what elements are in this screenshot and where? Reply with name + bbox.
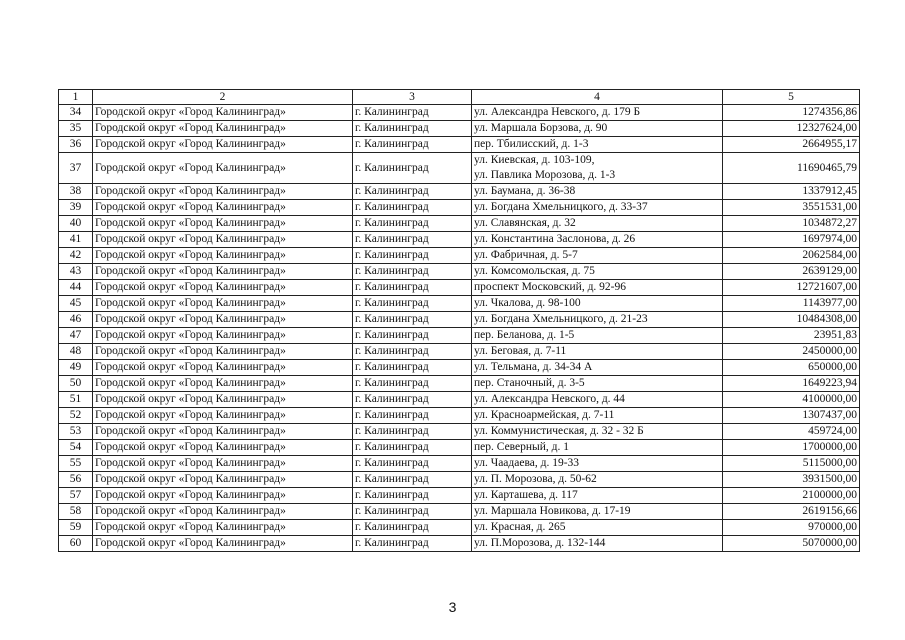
address-cell [472, 408, 723, 424]
address-cell [472, 376, 723, 392]
address-cell [472, 424, 723, 440]
settlement-cell: г. Калининград [353, 440, 472, 456]
settlement-cell: г. Калининград [353, 232, 472, 248]
row-number-cell: 46 [59, 312, 93, 328]
address-line: ул. Константина Заслонова, д. 26 [474, 233, 636, 245]
municipality-cell: Городской округ «Город Калининград» [93, 328, 353, 344]
address-cell [472, 248, 723, 264]
amount-cell: 1274356,86 [723, 105, 860, 121]
amount-cell: 1700000,00 [723, 440, 860, 456]
settlement-cell: г. Калининград [353, 280, 472, 296]
municipality-cell: Городской округ «Город Калининград» [93, 248, 353, 264]
settlement-cell: г. Калининград [353, 360, 472, 376]
column-number-4: 4 [472, 90, 723, 105]
column-number-1: 1 [59, 90, 93, 105]
address-line: ул. Коммунистическая, д. 32 - 32 Б [474, 425, 644, 437]
row-number-cell: 52 [59, 408, 93, 424]
address-cell [472, 232, 723, 248]
address-line: ул. П. Морозова, д. 50-62 [474, 473, 597, 485]
address-cell [472, 488, 723, 504]
settlement-cell: г. Калининград [353, 328, 472, 344]
address-line: ул. Маршала Борзова, д. 90 [474, 122, 608, 134]
table-row [59, 184, 860, 200]
address-cell [472, 472, 723, 488]
address-line: пер. Тбилисский, д. 1-3 [474, 138, 589, 150]
row-number-cell: 41 [59, 232, 93, 248]
address-line: ул. Богдана Хмельницкого, д. 21-23 [474, 313, 648, 325]
settlement-cell: г. Калининград [353, 153, 472, 184]
address-cell [472, 137, 723, 153]
municipality-cell: Городской округ «Город Калининград» [93, 408, 353, 424]
settlement-cell: г. Калининград [353, 472, 472, 488]
amount-cell: 650000,00 [723, 360, 860, 376]
table-row [59, 536, 860, 552]
address-cell [472, 153, 723, 184]
address-line: пер. Северный, д. 1 [474, 441, 570, 453]
table-row [59, 248, 860, 264]
table-row [59, 232, 860, 248]
amount-cell: 3931500,00 [723, 472, 860, 488]
settlement-cell: г. Калининград [353, 504, 472, 520]
row-number-cell: 44 [59, 280, 93, 296]
municipality-cell: Городской округ «Город Калининград» [93, 360, 353, 376]
municipality-cell: Городской округ «Город Калининград» [93, 184, 353, 200]
row-number-cell: 56 [59, 472, 93, 488]
address-line: пер. Беланова, д. 1-5 [474, 329, 575, 341]
address-line: ул. Фабричная, д. 5-7 [474, 249, 578, 261]
row-number-cell: 50 [59, 376, 93, 392]
table-row [59, 296, 860, 312]
table-row [59, 264, 860, 280]
row-number-cell: 49 [59, 360, 93, 376]
table-row [59, 488, 860, 504]
table-row [59, 328, 860, 344]
row-number-cell: 43 [59, 264, 93, 280]
address-line: ул. Славянская, д. 32 [474, 217, 576, 229]
page-number: 3 [448, 599, 457, 615]
municipality-cell: Городской округ «Город Калининград» [93, 424, 353, 440]
amount-cell: 5070000,00 [723, 536, 860, 552]
municipality-cell: Городской округ «Город Калининград» [93, 312, 353, 328]
settlement-cell: г. Калининград [353, 105, 472, 121]
table-row [59, 520, 860, 536]
settlement-cell: г. Калининград [353, 376, 472, 392]
table-row [59, 504, 860, 520]
address-cell [472, 105, 723, 121]
row-number-cell: 34 [59, 105, 93, 121]
table-row [59, 392, 860, 408]
municipality-cell: Городской округ «Город Калининград» [93, 456, 353, 472]
amount-cell: 2664955,17 [723, 137, 860, 153]
address-cell [472, 296, 723, 312]
municipality-cell: Городской округ «Город Калининград» [93, 520, 353, 536]
table-row [59, 105, 860, 121]
address-line: ул. Красноармейская, д. 7-11 [474, 409, 615, 421]
municipality-cell: Городской округ «Город Калининград» [93, 264, 353, 280]
table-row [59, 153, 860, 184]
settlement-cell: г. Калининград [353, 456, 472, 472]
table-row [59, 440, 860, 456]
address-cell [472, 328, 723, 344]
address-line: ул. Беговая, д. 7-11 [474, 345, 567, 357]
document-table [58, 89, 860, 552]
table-row [59, 360, 860, 376]
amount-cell: 1307437,00 [723, 408, 860, 424]
municipality-cell: Городской округ «Город Калининград» [93, 296, 353, 312]
amount-cell: 1143977,00 [723, 296, 860, 312]
municipality-cell: Городской округ «Город Калининград» [93, 200, 353, 216]
address-line: ул. Карташева, д. 117 [474, 489, 578, 501]
address-cell [472, 456, 723, 472]
row-number-cell: 42 [59, 248, 93, 264]
settlement-cell: г. Калининград [353, 216, 472, 232]
amount-cell: 10484308,00 [723, 312, 860, 328]
address-line: ул. Красная, д. 265 [474, 521, 566, 533]
municipality-cell: Городской округ «Город Калининград» [93, 376, 353, 392]
row-number-cell: 38 [59, 184, 93, 200]
address-line: пер. Станочный, д. 3-5 [474, 377, 585, 389]
amount-cell: 1697974,00 [723, 232, 860, 248]
table-row [59, 312, 860, 328]
settlement-cell: г. Калининград [353, 536, 472, 552]
row-number-cell: 55 [59, 456, 93, 472]
municipality-cell: Городской округ «Город Калининград» [93, 392, 353, 408]
address-line: ул. Киевская, д. 103-109, [474, 154, 595, 166]
amount-cell: 1337912,45 [723, 184, 860, 200]
row-number-cell: 60 [59, 536, 93, 552]
amount-cell: 4100000,00 [723, 392, 860, 408]
column-number-3: 3 [353, 90, 472, 105]
municipality-cell: Городской округ «Город Калининград» [93, 121, 353, 137]
address-line: ул. Александра Невского, д. 179 Б [474, 106, 641, 118]
row-number-cell: 57 [59, 488, 93, 504]
address-cell [472, 536, 723, 552]
table-row [59, 344, 860, 360]
amount-cell: 2639129,00 [723, 264, 860, 280]
row-number-cell: 51 [59, 392, 93, 408]
settlement-cell: г. Калининград [353, 520, 472, 536]
address-cell [472, 504, 723, 520]
table-row [59, 121, 860, 137]
settlement-cell: г. Калининград [353, 392, 472, 408]
address-cell [472, 184, 723, 200]
address-cell [472, 312, 723, 328]
municipality-cell: Городской округ «Город Калининград» [93, 216, 353, 232]
address-line: ул. П.Морозова, д. 132-144 [474, 537, 606, 549]
settlement-cell: г. Калининград [353, 137, 472, 153]
address-cell [472, 392, 723, 408]
amount-cell: 1649223,94 [723, 376, 860, 392]
settlement-cell: г. Калининград [353, 312, 472, 328]
row-number-cell: 59 [59, 520, 93, 536]
settlement-cell: г. Калининград [353, 200, 472, 216]
row-number-cell: 53 [59, 424, 93, 440]
address-cell [472, 280, 723, 296]
amount-cell: 2100000,00 [723, 488, 860, 504]
table-body [59, 105, 860, 552]
amount-cell: 2450000,00 [723, 344, 860, 360]
amount-cell: 3551531,00 [723, 200, 860, 216]
settlement-cell: г. Калининград [353, 408, 472, 424]
address-line: ул. Богдана Хмельницкого, д. 33-37 [474, 201, 648, 213]
amount-cell: 12721607,00 [723, 280, 860, 296]
table-row [59, 280, 860, 296]
column-number-5: 5 [723, 90, 860, 105]
address-cell [472, 344, 723, 360]
row-number-cell: 39 [59, 200, 93, 216]
amount-cell: 2619156,66 [723, 504, 860, 520]
settlement-cell: г. Калининград [353, 296, 472, 312]
settlement-cell: г. Калининград [353, 121, 472, 137]
address-cell [472, 264, 723, 280]
amount-cell: 12327624,00 [723, 121, 860, 137]
municipality-cell: Городской округ «Город Калининград» [93, 488, 353, 504]
table-row [59, 376, 860, 392]
address-cell [472, 520, 723, 536]
address-line: ул. Чаадаева, д. 19-33 [474, 457, 580, 469]
amount-cell: 459724,00 [723, 424, 860, 440]
amount-cell: 5115000,00 [723, 456, 860, 472]
row-number-cell: 47 [59, 328, 93, 344]
table-row [59, 137, 860, 153]
amount-cell: 1034872,27 [723, 216, 860, 232]
row-number-cell: 36 [59, 137, 93, 153]
municipality-cell: Городской округ «Город Калининград» [93, 153, 353, 184]
table-row [59, 472, 860, 488]
table-row [59, 216, 860, 232]
address-line: ул. Александра Невского, д. 44 [474, 393, 625, 405]
amount-cell: 970000,00 [723, 520, 860, 536]
settlement-cell: г. Калининград [353, 264, 472, 280]
municipality-cell: Городской округ «Город Калининград» [93, 280, 353, 296]
municipality-cell: Городской округ «Город Калининград» [93, 536, 353, 552]
municipality-cell: Городской округ «Город Калининград» [93, 440, 353, 456]
column-number-2: 2 [93, 90, 353, 105]
municipality-cell: Городской округ «Город Калининград» [93, 232, 353, 248]
address-cell [472, 216, 723, 232]
row-number-cell: 45 [59, 296, 93, 312]
municipality-cell: Городской округ «Город Калининград» [93, 137, 353, 153]
settlement-cell: г. Калининград [353, 488, 472, 504]
address-cell [472, 360, 723, 376]
table-row [59, 200, 860, 216]
row-number-cell: 48 [59, 344, 93, 360]
address-line: ул. Чкалова, д. 98-100 [474, 297, 581, 309]
amount-cell: 11690465,79 [723, 153, 860, 184]
address-cell [472, 121, 723, 137]
address-line: ул. Тельмана, д. 34-34 А [474, 361, 593, 373]
address-cell [472, 440, 723, 456]
settlement-cell: г. Калининград [353, 184, 472, 200]
address-line: ул. Баумана, д. 36-38 [474, 185, 576, 197]
row-number-cell: 40 [59, 216, 93, 232]
row-number-cell: 58 [59, 504, 93, 520]
settlement-cell: г. Калининград [353, 248, 472, 264]
settlement-cell: г. Калининград [353, 344, 472, 360]
column-number-row [59, 90, 860, 105]
amount-cell: 2062584,00 [723, 248, 860, 264]
municipality-cell: Городской округ «Город Калининград» [93, 105, 353, 121]
address-line: проспект Московский, д. 92-96 [474, 281, 627, 293]
address-line: ул. Павлика Морозова, д. 1-3 [474, 169, 616, 181]
municipality-cell: Городской округ «Город Калининград» [93, 472, 353, 488]
settlement-cell: г. Калининград [353, 424, 472, 440]
municipality-cell: Городской округ «Город Калининград» [93, 344, 353, 360]
table-row [59, 408, 860, 424]
amount-cell: 23951,83 [723, 328, 860, 344]
address-line: ул. Комсомольская, д. 75 [474, 265, 595, 277]
address-cell [472, 200, 723, 216]
address-line: ул. Маршала Новикова, д. 17-19 [474, 505, 631, 517]
table-row [59, 424, 860, 440]
row-number-cell: 54 [59, 440, 93, 456]
row-number-cell: 37 [59, 153, 93, 184]
table-row [59, 456, 860, 472]
municipality-cell: Городской округ «Город Калининград» [93, 504, 353, 520]
row-number-cell: 35 [59, 121, 93, 137]
